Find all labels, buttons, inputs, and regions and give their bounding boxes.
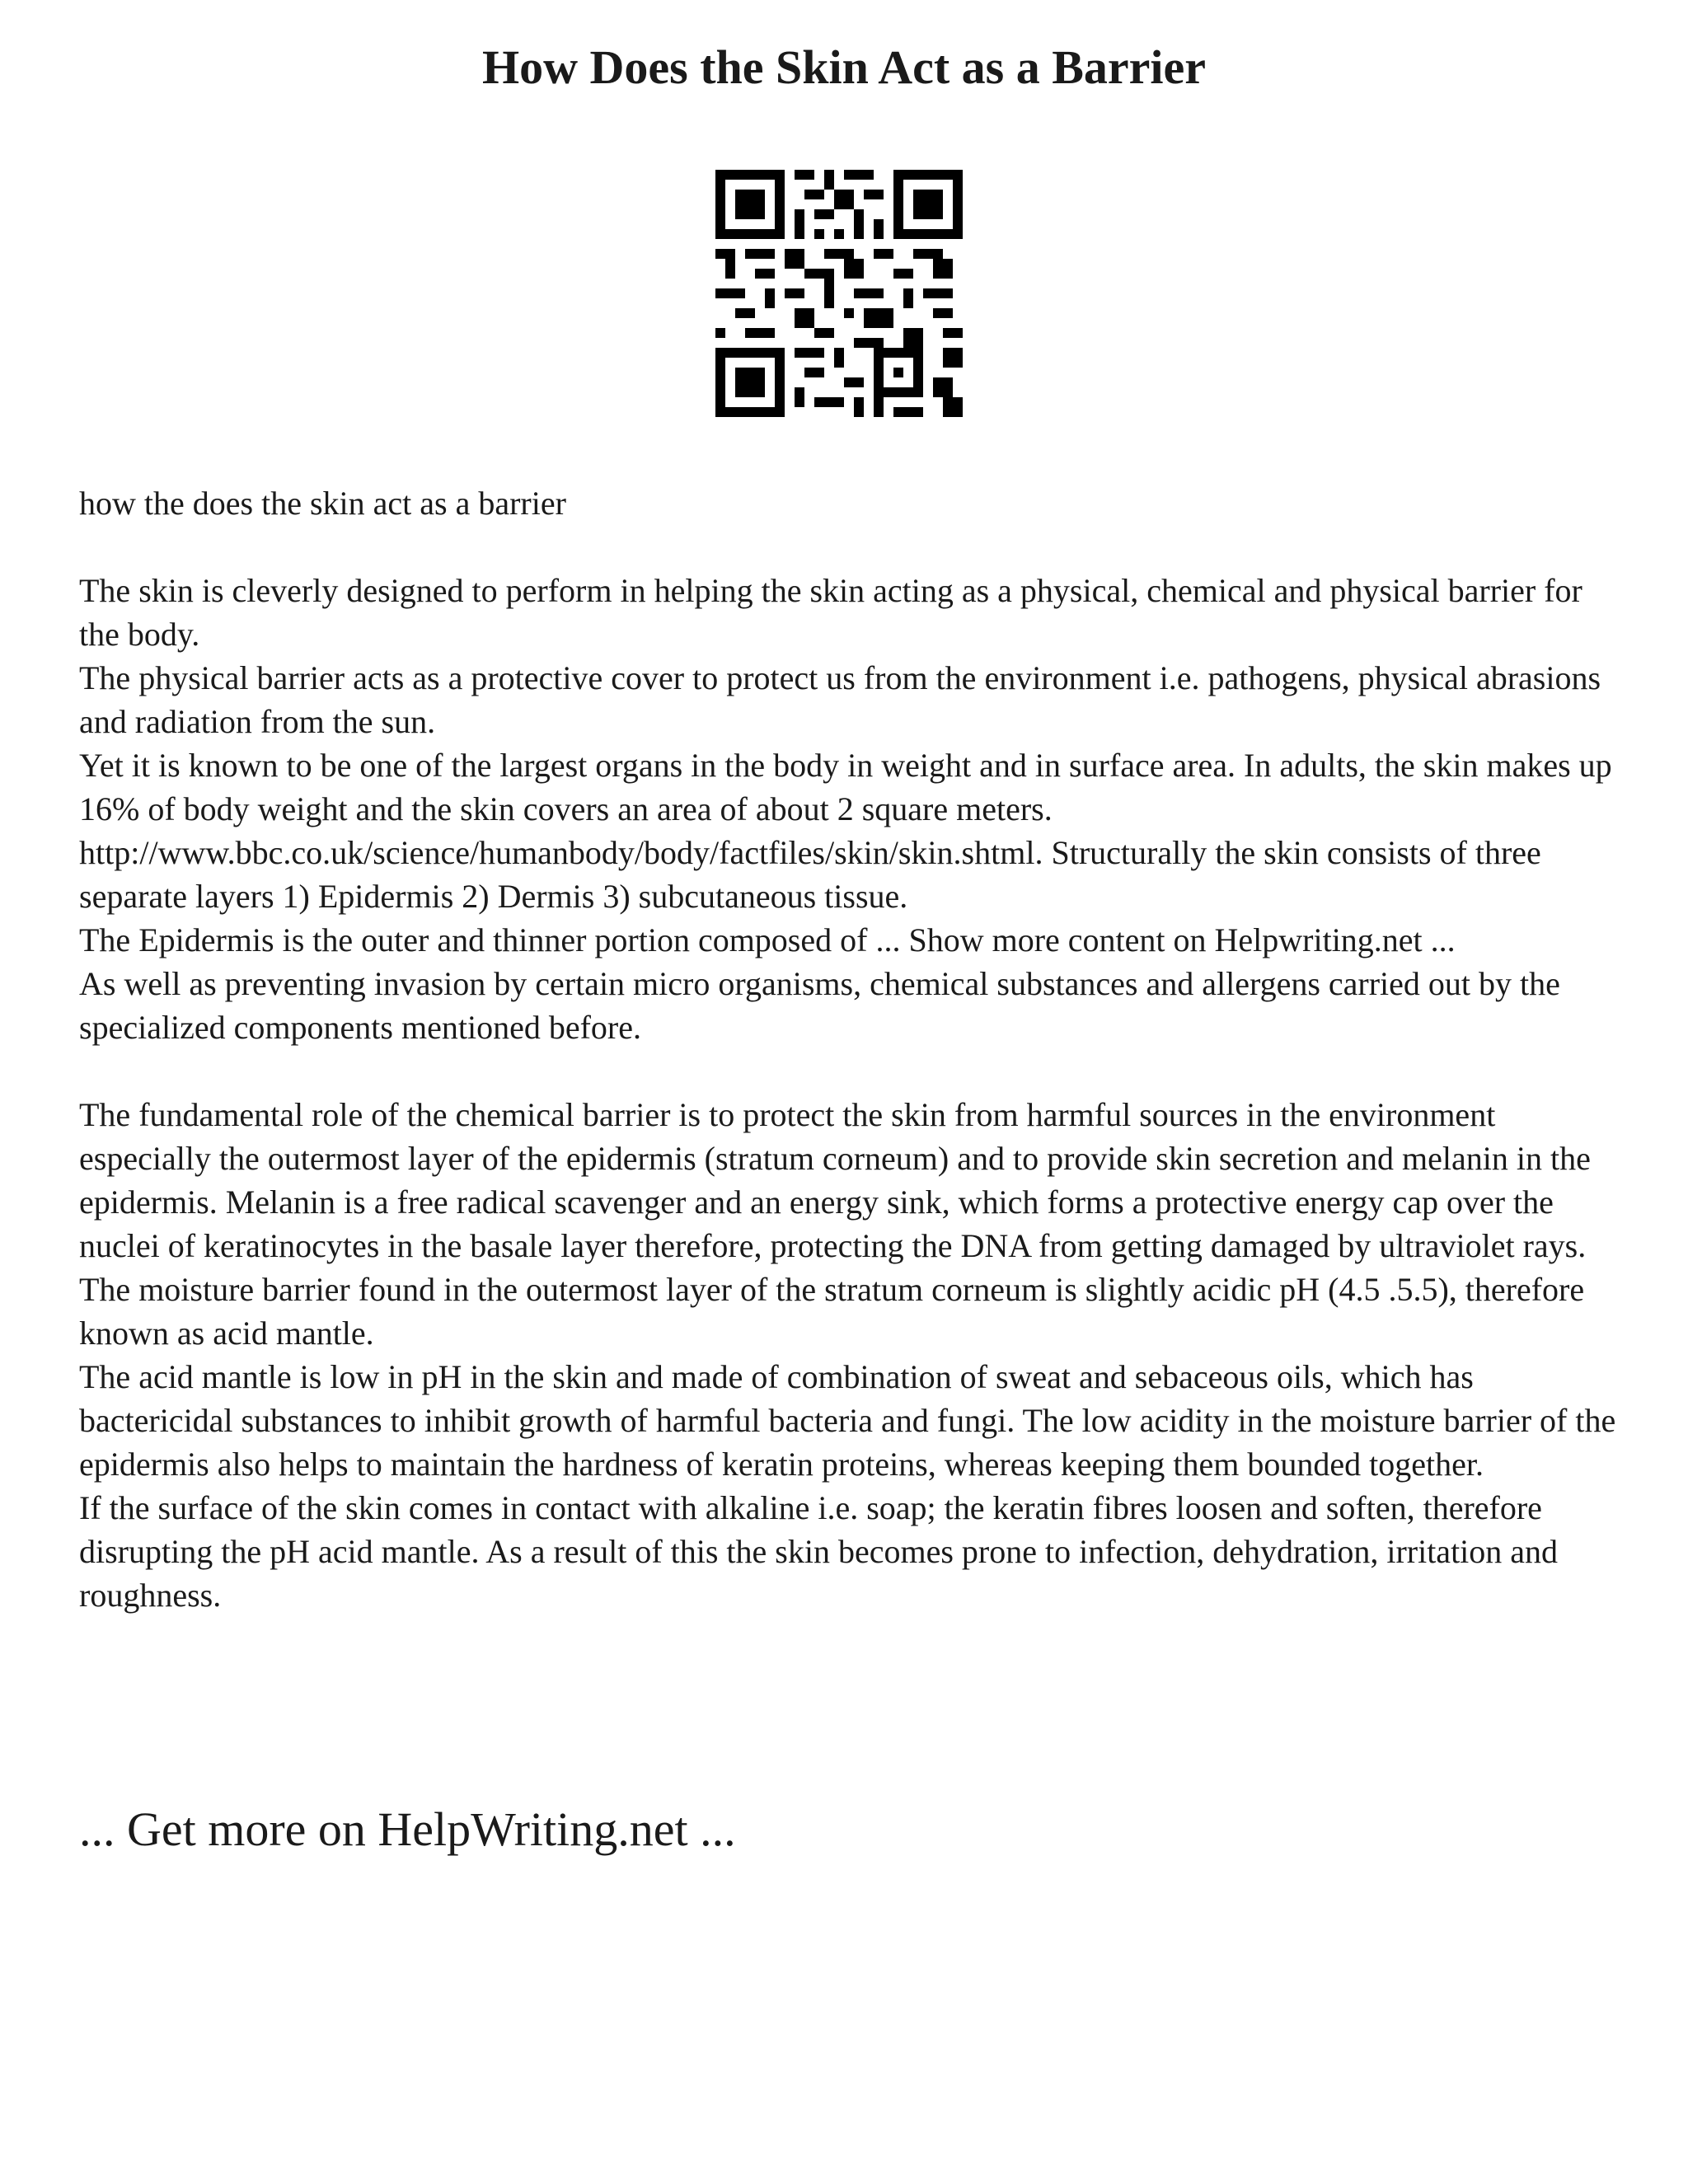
document-title: How Does the Skin Act as a Barrier (482, 40, 1206, 94)
body-paragraph: Yet it is known to be one of the largest organs in the body in weight and in surface area. In adults, the skin makes up 16% of body weight and the skin covers an area of about 2 square meters. http://www.bbc.co.uk/science/humanbody/body/factfiles/skin/skin.shtml. Structurally the skin consists of three separate layers 1) Epidermis 2) Dermis 3) subcutaneous tissue. (79, 747, 1612, 915)
body-paragraph: If the surface of the skin comes in contact with alkaline i.e. soap; the keratin fibres loosen and soften, therefore disrupting the pH acid mantle. As a result of this the skin becomes prone to infection, dehydration, irritation and roughness. (79, 1489, 1559, 1614)
body-paragraph: The acid mantle is low in pH in the skin and made of combination of sweat and sebaceous oils, which has bactericidal substances to inhibit growth of harmful bacteria and fungi. The low acidity in the moisture barrier of the epidermis also helps to maintain the hardness of keratin proteins, whereas keeping them bounded together. (79, 1358, 1616, 1483)
document-body (79, 481, 1629, 1617)
body-paragraph: The physical barrier acts as a protective cover to protect us from the environment i.e. pathogens, physical abrasions and radiation from the sun. (79, 659, 1601, 740)
body-paragraph: The Epidermis is the outer and thinner portion composed of ... Show more content on Helpwriting.net ... (79, 921, 1456, 958)
qr-code-icon[interactable] (715, 170, 963, 417)
body-paragraph: As well as preventing invasion by certain micro organisms, chemical substances and allergens carried out by the specialized components mentioned before. (79, 965, 1560, 1046)
document-subtitle: how the does the skin act as a barrier (79, 485, 566, 522)
get-more-link[interactable]: ... Get more on HelpWriting.net ... (79, 1802, 736, 1856)
body-paragraph: The skin is cleverly designed to perform in helping the skin acting as a physical, chemical and physical barrier for the body. (79, 572, 1582, 653)
paragraph-spacer (79, 1049, 1629, 1093)
paragraph-spacer (79, 525, 1629, 569)
body-paragraph: The moisture barrier found in the outermost layer of the stratum corneum is slightly acidic pH (4.5 .5.5), therefore known as acid mantle. (79, 1271, 1585, 1352)
body-paragraph: The fundamental role of the chemical barrier is to protect the skin from harmful sources in the environment especially the outermost layer of the epidermis (stratum corneum) and to provide skin secretion and melanin in the epidermis. Melanin is a free radical scavenger and an energy sink, which forms a protective energy cap over the nuclei of keratinocytes in the basale layer therefore, protecting the DNA from getting damaged by ultraviolet rays. (79, 1096, 1591, 1264)
